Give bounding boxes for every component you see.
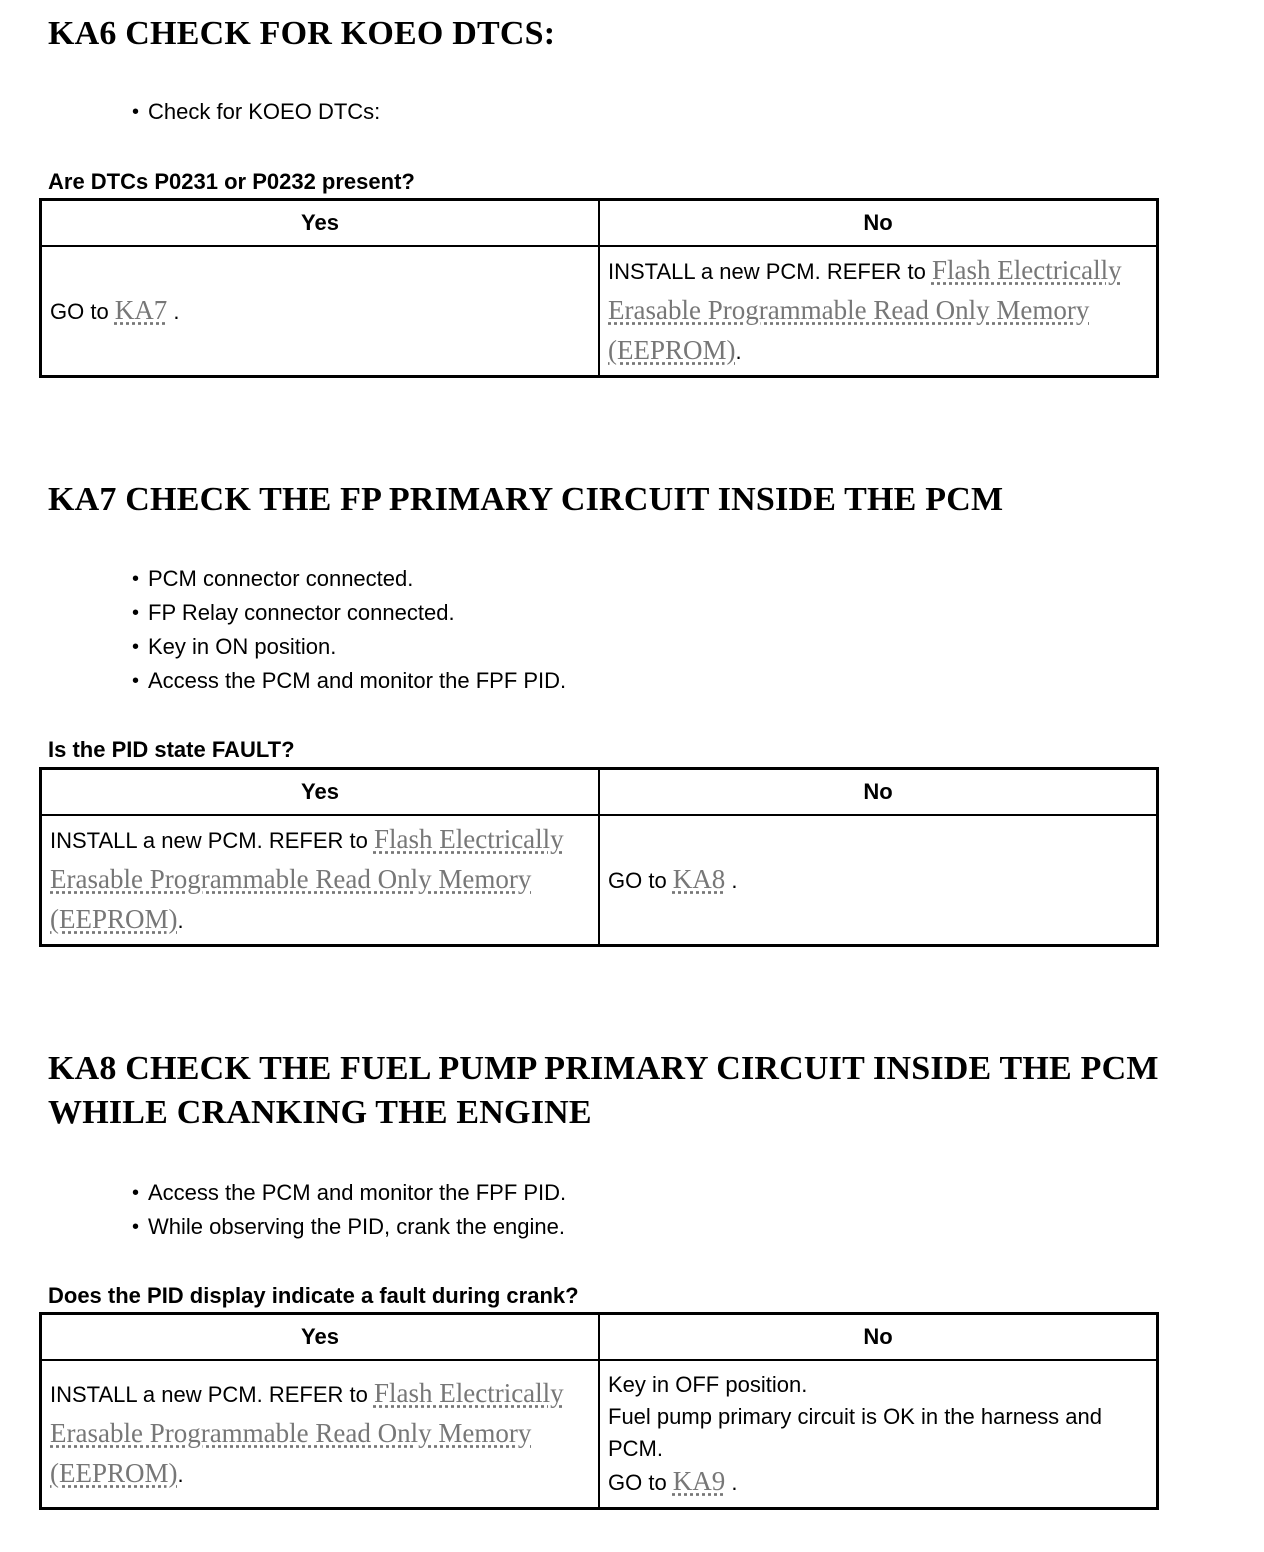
step-list [128, 562, 566, 698]
step-list [128, 1176, 566, 1244]
step-item: • FP Relay connector connected. [128, 596, 566, 630]
bullet-icon: • [132, 670, 140, 692]
question-text: Is the PID state FAULT? [48, 737, 295, 762]
ka8-link[interactable]: KA8 [672, 864, 726, 894]
step-item: • Access the PCM and monitor the FPF PID. [128, 664, 566, 698]
step-item: • Access the PCM and monitor the FPF PID. [128, 1176, 566, 1210]
no-header: No [599, 200, 1158, 247]
answer-table [39, 198, 1159, 378]
section-heading: KA6 CHECK FOR KOEO DTCS: [48, 15, 556, 52]
no-cell: INSTALL a new PCM. REFER to Flash Electrically Erasable Programmable Read Only Memory (EEPROM). [599, 246, 1158, 377]
eeprom-link[interactable]: Flash Electrically Erasable Programmable Read Only Memory (EEPROM) [50, 1377, 564, 1488]
no-cell [599, 1360, 1158, 1508]
yes-cell: INSTALL a new PCM. REFER to Flash Electrically Erasable Programmable Read Only Memory (EEPROM). [41, 1360, 600, 1508]
eeprom-link[interactable]: Flash Electrically Erasable Programmable Read Only Memory (EEPROM) [608, 255, 1122, 365]
bullet-icon: • [132, 602, 140, 624]
no-line-2: Fuel pump primary circuit is OK in the harness and PCM. [608, 1403, 1102, 1461]
step-item: • Check for KOEO DTCs: [128, 95, 380, 129]
no-header: No [599, 769, 1158, 816]
yes-cell: INSTALL a new PCM. REFER to Flash Electrically Erasable Programmable Read Only Memory (EEPROM). [41, 815, 600, 946]
no-header: No [599, 1314, 1158, 1361]
step-list [128, 95, 380, 129]
question-text: Does the PID display indicate a fault during crank? [48, 1283, 579, 1308]
yes-header: Yes [41, 769, 600, 816]
no-line-1: Key in OFF position. [608, 1371, 808, 1397]
ka9-link[interactable]: KA9 [672, 1465, 726, 1496]
answer-table [39, 1312, 1159, 1510]
bullet-icon: • [132, 636, 140, 658]
yes-cell: GO to KA7 . [41, 246, 600, 377]
no-cell: GO to KA8 . [599, 815, 1158, 946]
step-item: • Key in ON position. [128, 630, 566, 664]
step-item: • PCM connector connected. [128, 562, 566, 596]
section-heading: KA7 CHECK THE FP PRIMARY CIRCUIT INSIDE THE PCM [48, 481, 1004, 518]
bullet-icon: • [132, 568, 140, 590]
bullet-icon: • [132, 1182, 140, 1204]
bullet-icon: • [132, 101, 140, 123]
bullet-icon: • [132, 1216, 140, 1238]
yes-header: Yes [41, 1314, 600, 1361]
section-heading: KA8 CHECK THE FUEL PUMP PRIMARY CIRCUIT INSIDE THE PCM WHILE CRANKING THE ENGINE [48, 1050, 1159, 1131]
eeprom-link[interactable]: Flash Electrically Erasable Programmable Read Only Memory (EEPROM) [50, 824, 564, 934]
ka7-link[interactable]: KA7 [114, 295, 168, 325]
step-item: • While observing the PID, crank the engine. [128, 1210, 566, 1244]
answer-table [39, 767, 1159, 947]
question-text: Are DTCs P0231 or P0232 present? [48, 169, 415, 194]
no-line-3: GO to KA9 . [608, 1465, 738, 1496]
yes-header: Yes [41, 200, 600, 247]
